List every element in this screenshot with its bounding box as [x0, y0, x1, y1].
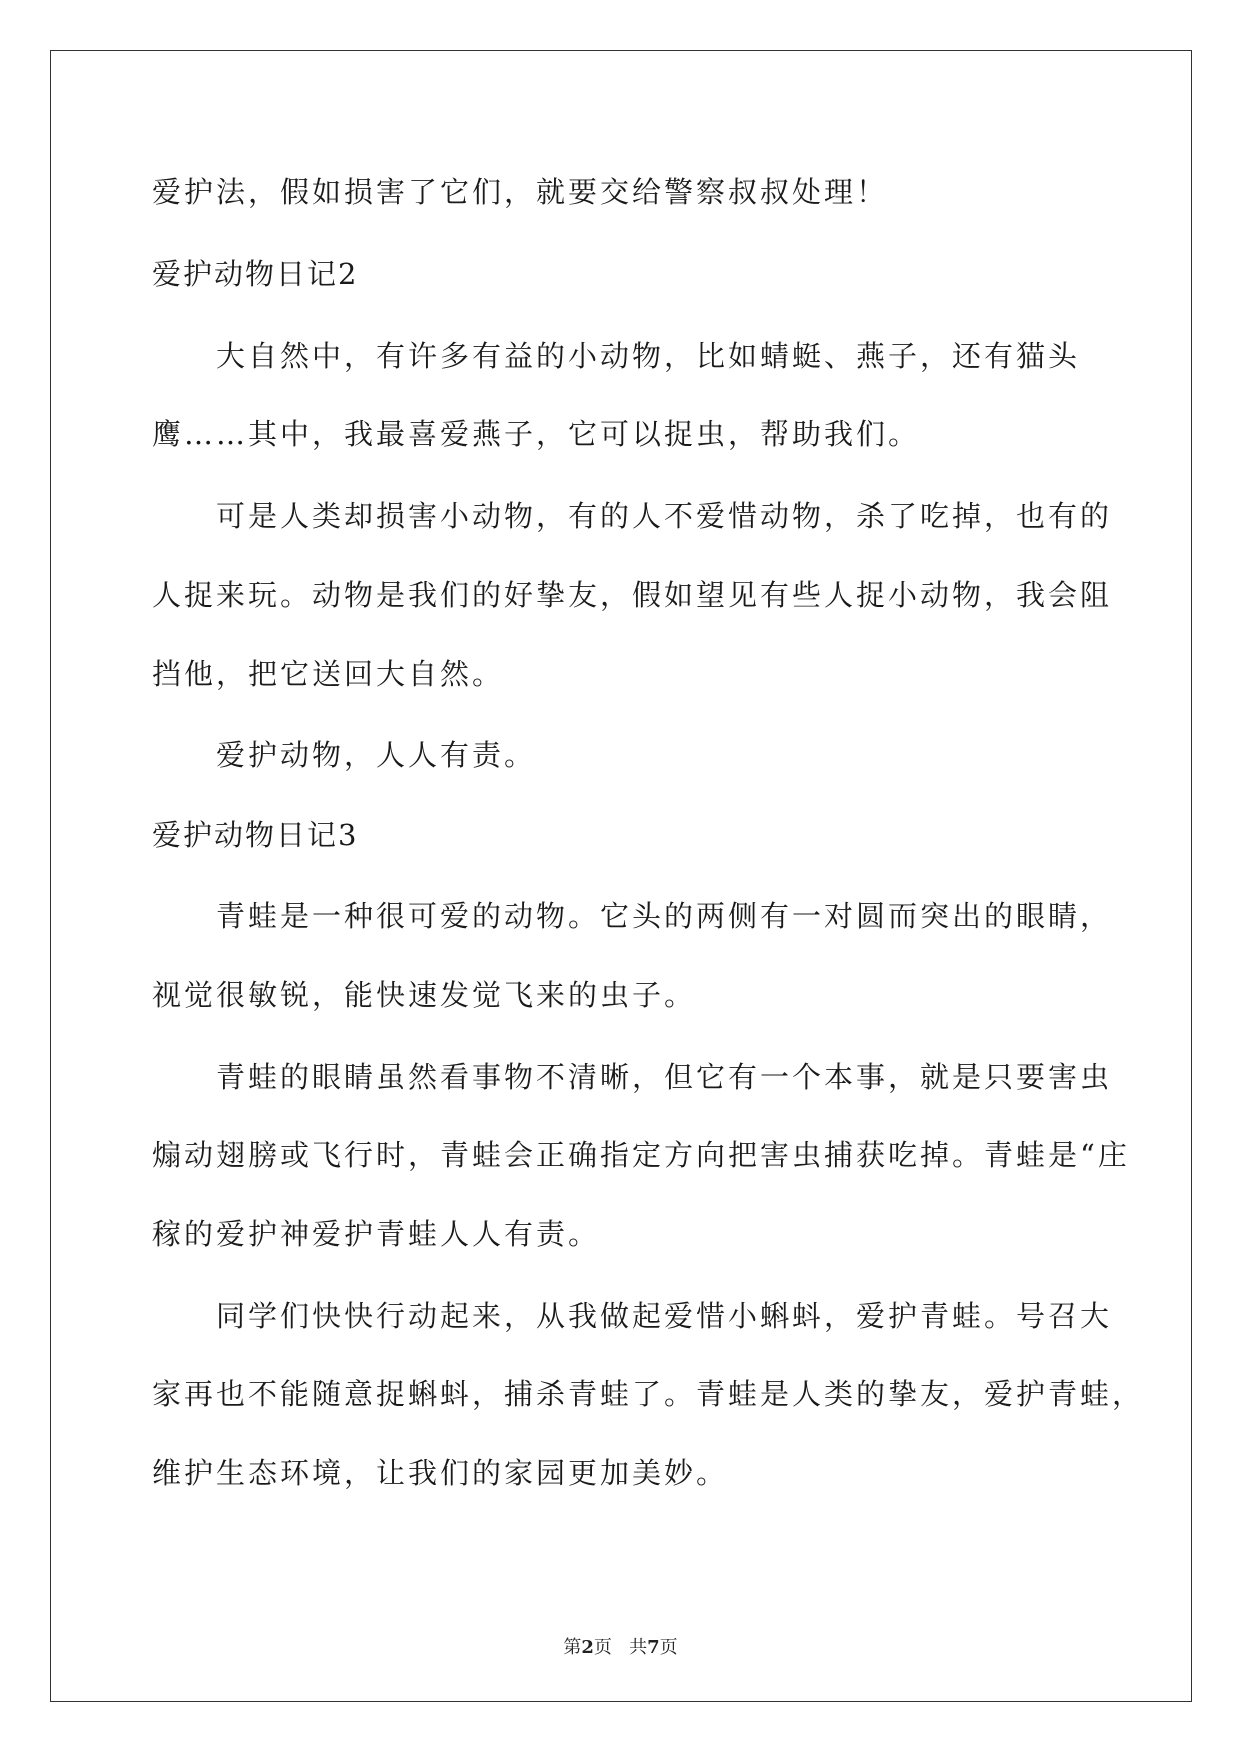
- paragraph-line: 青蛙是一种很可爱的动物。它头的两侧有一对圆而突出的眼睛，: [216, 899, 1113, 933]
- paragraph-line: 爱护动物，人人有责。: [216, 738, 537, 772]
- total-suffix: 页: [659, 1637, 678, 1658]
- paragraph-line: 视觉很敏锐，能快速发觉飞来的虫子。: [152, 978, 697, 1012]
- total-pages: 7: [647, 1637, 660, 1658]
- paragraph-line: 爱护法，假如损害了它们，就要交给警察叔叔处理！: [152, 175, 889, 209]
- page-prefix: 第: [563, 1637, 582, 1658]
- page-number: 2: [581, 1637, 594, 1658]
- section-heading: 爱护动物日记2: [152, 257, 359, 291]
- paragraph-line: 鹰……其中，我最喜爱燕子，它可以捉虫，帮助我们。: [152, 417, 921, 451]
- paragraph-line: 青蛙的眼睛虽然看事物不清晰，但它有一个本事，就是只要害虫: [216, 1060, 1113, 1094]
- page-suffix: 页: [593, 1637, 612, 1658]
- paragraph-line: 可是人类却损害小动物，有的人不爱惜动物，杀了吃掉，也有的: [216, 499, 1113, 533]
- page-footer: [0, 1633, 1241, 1659]
- section-heading: 爱护动物日记3: [152, 818, 359, 852]
- paragraph-line: 同学们快快行动起来，从我做起爱惜小蝌蚪，爱护青蛙。号召大: [216, 1299, 1113, 1333]
- total-prefix: 共: [629, 1637, 648, 1658]
- paragraph-line: 维护生态环境，让我们的家园更加美妙。: [152, 1456, 729, 1490]
- paragraph-line: 大自然中，有许多有益的小动物，比如蜻蜓、燕子，还有猫头: [216, 339, 1081, 373]
- paragraph-line: 稼的爱护神爱护青蛙人人有责。: [152, 1217, 601, 1251]
- paragraph-line: 煽动翅膀或飞行时，青蛙会正确指定方向把害虫捕获吃掉。青蛙是“庄: [152, 1138, 1130, 1172]
- paragraph-line: 人捉来玩。动物是我们的好挚友，假如望见有些人捉小动物，我会阻: [152, 578, 1113, 612]
- paragraph-line: 挡他，把它送回大自然。: [152, 657, 505, 691]
- paragraph-line: 家再也不能随意捉蝌蚪，捕杀青蛙了。青蛙是人类的挚友，爱护青蛙，: [152, 1377, 1145, 1411]
